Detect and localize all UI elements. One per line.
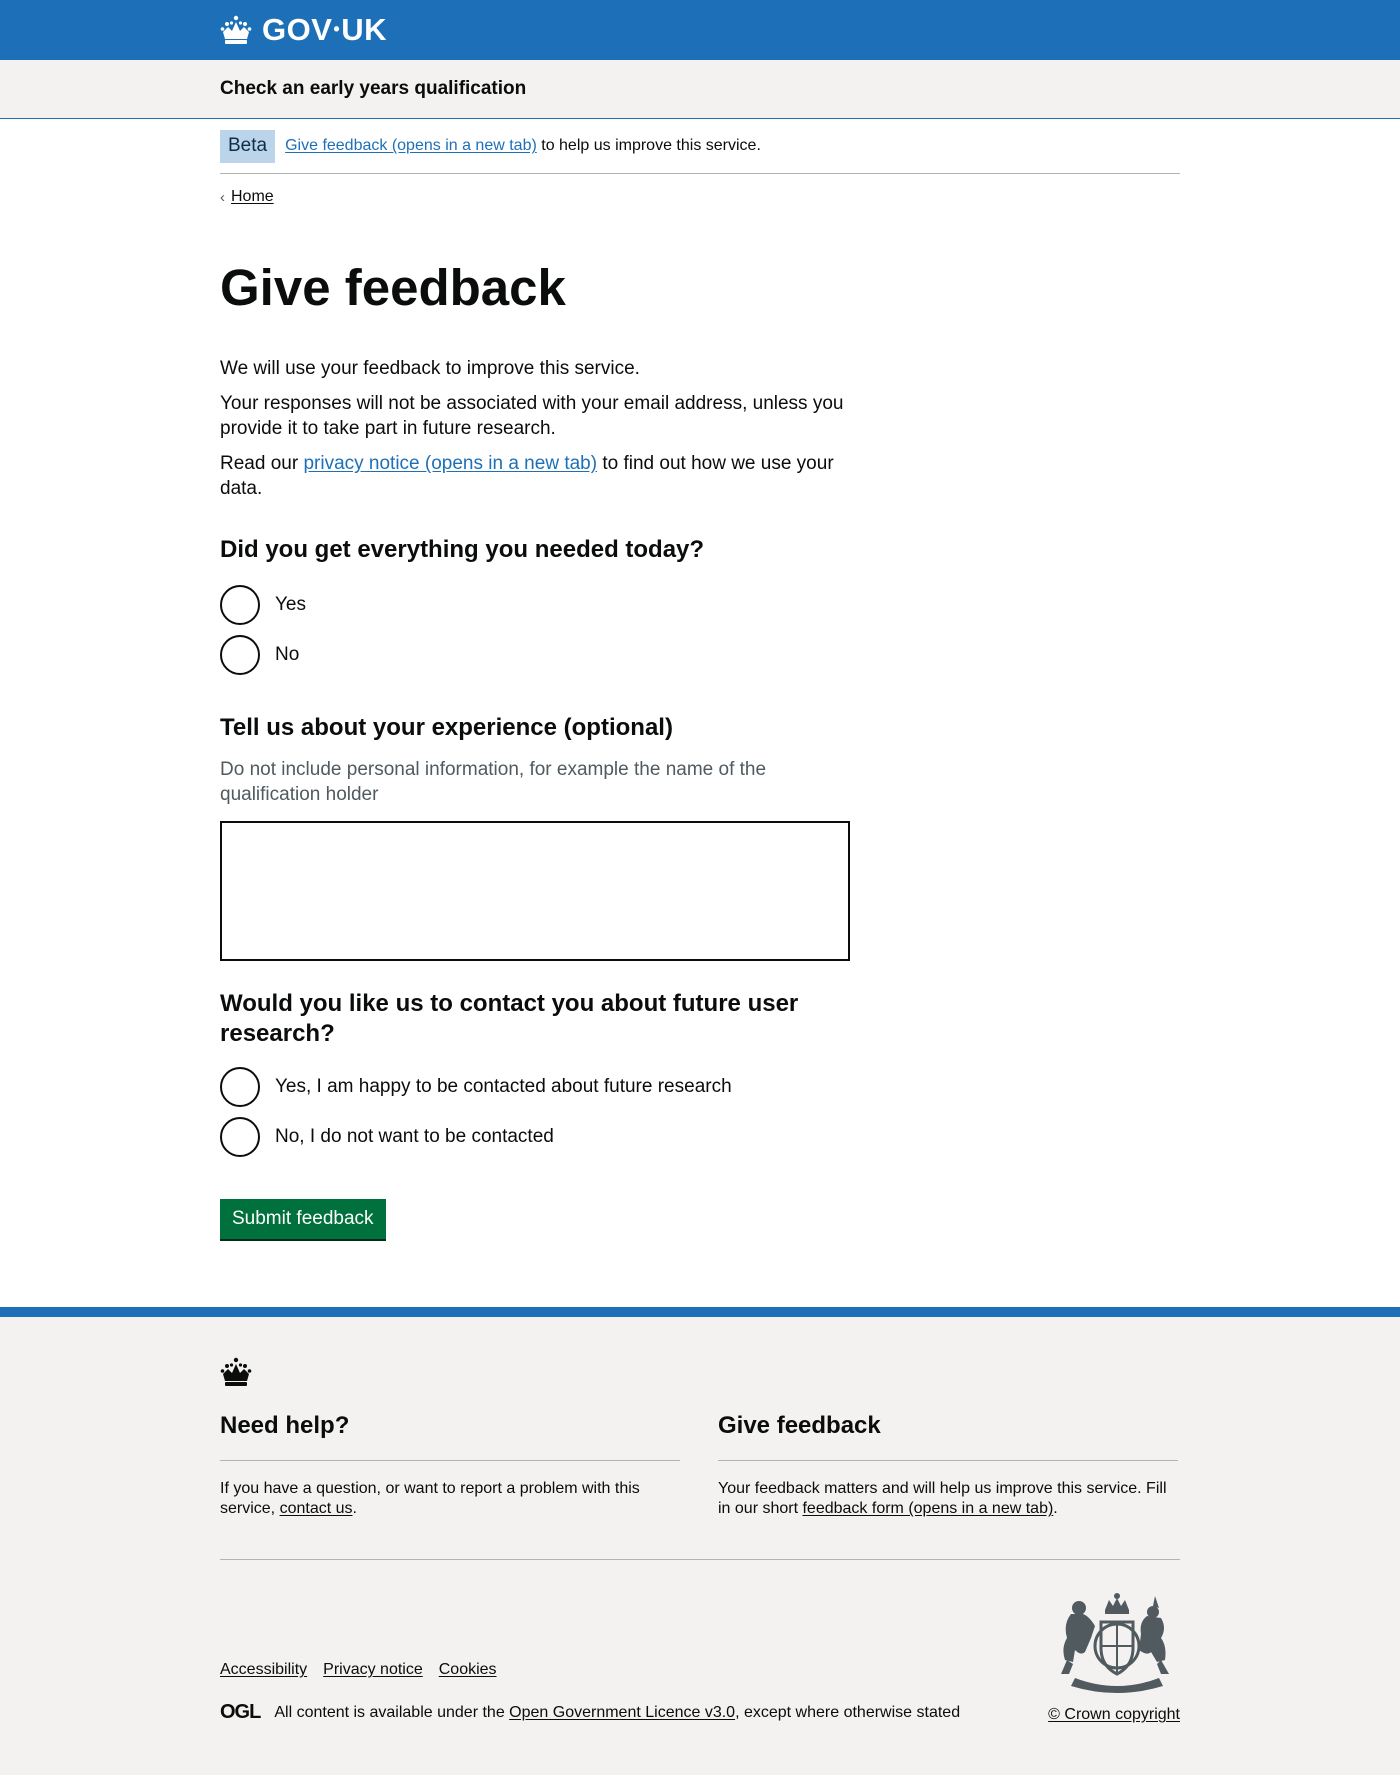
phase-tag: Beta [220,130,275,163]
needed-today-fieldset [220,535,1180,685]
service-name-link[interactable]: Check an early years qualification [220,78,527,99]
footer-help-heading: Need help? [220,1412,680,1461]
licence-prefix: All content is available under the [274,1703,505,1721]
intro-paragraph-3 [220,451,870,501]
footer-feedback-heading: Give feedback [718,1412,1178,1461]
user-research-radios [220,1067,1180,1157]
radio-option-yes[interactable] [220,585,1180,625]
footer-meta-left [220,1661,960,1724]
licence-suffix: , except where otherwise stated [735,1703,961,1721]
footer-link-privacy-notice[interactable]: Privacy notice [323,1661,423,1678]
service-navigation [0,60,1400,119]
footer-divider [220,1559,1180,1560]
crown-copyright-block [1048,1590,1180,1724]
radio-button[interactable] [220,585,260,625]
needed-today-radios [220,585,1180,675]
footer-help-text [220,1479,680,1519]
experience-question: Tell us about your experience (optional) [220,714,673,742]
footer-meta [220,1590,1180,1724]
govuk-logo-link[interactable] [220,12,387,48]
intro-text [220,356,870,501]
breadcrumb [220,188,1180,206]
footer-link-accessibility[interactable]: Accessibility [220,1661,308,1678]
logo-dot: • [333,18,341,39]
crown-icon [220,15,252,45]
open-government-licence-link[interactable]: Open Government Licence v3.0 [509,1703,736,1721]
intro-privacy-suffix: to find out how we use your data. [220,453,834,500]
ogl-logo-icon: OGL [220,1701,261,1723]
user-research-fieldset [220,989,1180,1167]
radio-label-contact-yes: Yes, I am happy to be contacted about future research [275,1076,732,1098]
footer-help-column [220,1412,680,1519]
radio-option-contact-yes[interactable] [220,1067,1180,1107]
radio-label-contact-no: No, I do not want to be contacted [275,1126,554,1148]
crown-icon [220,1357,252,1387]
experience-hint: Do not include personal information, for example the name of the qualification holder [220,759,767,806]
licence-statement [220,1701,960,1724]
crown-copyright-link[interactable]: © Crown copyright [1048,1706,1180,1723]
logo-text-gov: GOV [262,12,333,47]
phase-banner-text [285,137,761,155]
chevron-left-icon: ‹ [220,188,225,206]
royal-coat-of-arms-icon [1055,1590,1180,1694]
needed-today-question: Did you get everything you needed today? [220,536,705,564]
submit-feedback-button[interactable]: Submit feedback [220,1199,386,1239]
user-research-question: Would you like us to contact you about future user research? [220,990,799,1048]
contact-us-link[interactable]: contact us [279,1500,353,1517]
main-wrapper [220,119,1180,1239]
radio-button[interactable] [220,1067,260,1107]
radio-button[interactable] [220,635,260,675]
feedback-form-link[interactable]: feedback form (opens in a new tab) [802,1500,1054,1517]
submit-row [220,1199,1180,1239]
footer-feedback-body: Your feedback matters and will help us improve this service. Fill in our short [718,1480,1167,1517]
govuk-footer [0,1307,1400,1775]
page-title: Give feedback [220,259,566,316]
privacy-notice-link[interactable]: privacy notice (opens in a new tab) [303,453,598,475]
intro-paragraph-1: We will use your feedback to improve this service. [220,358,640,380]
footer-links [220,1661,960,1679]
footer-feedback-text [718,1479,1178,1519]
experience-textarea[interactable] [220,821,850,961]
govuk-header [0,0,1400,60]
phase-banner-suffix: to help us improve this service. [536,137,761,154]
footer-feedback-column [718,1412,1178,1519]
phase-banner [220,119,1180,174]
radio-label-yes: Yes [275,594,306,616]
footer-columns [220,1412,1180,1519]
radio-button[interactable] [220,1117,260,1157]
footer-link-cookies[interactable]: Cookies [438,1661,497,1678]
intro-paragraph-2: Your responses will not be associated with your email address, unless you provide it to take part in future research. [220,393,844,440]
footer-feedback-end: . [1053,1500,1058,1517]
breadcrumb-home-link[interactable]: Home [231,188,274,205]
radio-label-no: No [275,644,300,666]
radio-option-contact-no[interactable] [220,1117,1180,1157]
logo-text-uk: UK [341,12,387,47]
experience-form-group [220,713,1180,961]
intro-privacy-prefix: Read our [220,453,304,475]
radio-option-no[interactable] [220,635,1180,675]
phase-feedback-link[interactable]: Give feedback (opens in a new tab) [285,137,537,154]
footer-help-body: If you have a question, or want to report a problem with this service, [220,1480,640,1517]
footer-help-end: . [352,1500,357,1517]
